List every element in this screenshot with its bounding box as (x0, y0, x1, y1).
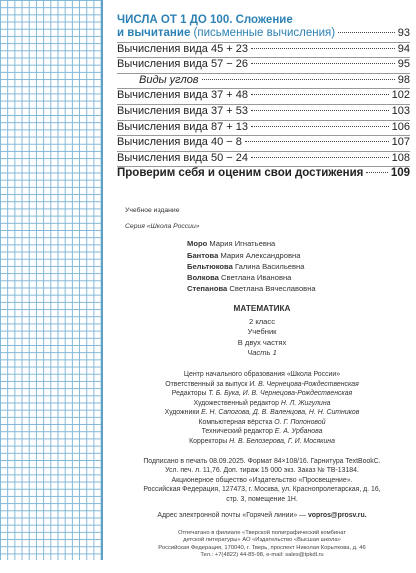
credit-line: Ответственный за выпуск И. В. Чернецова-Рождественская (165, 380, 359, 388)
toc-row-title: Проверим себя и оценим свои достижения (117, 167, 364, 180)
toc-row (117, 167, 410, 181)
book-grade: 2 класс (249, 316, 275, 326)
toc-row-title: Виды углов (139, 73, 199, 86)
toc-page-number: 107 (391, 136, 410, 149)
publishing-center: Центр начального образования «Школа России» (183, 370, 341, 378)
printer-line: Отпечатано в филиале «Тверской полиграфический комбинат (177, 529, 347, 536)
leader-dots (245, 141, 389, 142)
leader-dots (202, 79, 395, 80)
leader-dots (251, 157, 389, 158)
leader-dots (251, 94, 389, 95)
leader-dots (251, 63, 395, 64)
credit-line: Корректоры Н. В. Белозерова, Г. И. Мосякина (189, 438, 335, 446)
printer-line: детской литературы» АО «Издательство «Высшая школа» (183, 537, 341, 544)
book-title-block (117, 304, 407, 359)
pub-line: Акционерное общество «Издательство «Просвещение». (171, 476, 353, 484)
toc-row (117, 58, 410, 72)
pub-line: стр. 3, помещение 1Н. (226, 496, 298, 504)
toc-heading-line1: ЧИСЛА ОТ 1 ДО 100. Сложение (117, 14, 293, 26)
toc-row (117, 152, 410, 166)
leader-dots (366, 172, 387, 173)
credit-line: Компьютерная вёрстка О. Г. Попоновой (198, 418, 326, 426)
table-of-contents (117, 14, 410, 181)
author-line: Волкова Светлана Ивановна (187, 273, 292, 283)
leader-dots (251, 126, 389, 127)
toc-row-title: Вычисления вида 40 − 8 (117, 136, 242, 149)
book-subject: МАТЕМАТИКА (233, 304, 291, 314)
author-line: Бантова Мария Александровна (187, 250, 301, 260)
toc-row-title: Вычисления вида 87 + 13 (117, 120, 248, 133)
toc-row-title: Вычисления вида 50 − 24 (117, 151, 248, 164)
author-line: Степанова Светлана Вячеславовна (187, 284, 316, 294)
credits-list (117, 370, 407, 447)
author-line: Бельтюкова Галина Васильевна (187, 261, 305, 271)
pub-line: Подписано в печать 08.09.2025. Формат 84×108/16. Гарнитура TextBookC. (143, 457, 381, 465)
toc-page-number: 109 (390, 167, 410, 180)
book-type: Учебник (247, 327, 277, 337)
toc-row-title: Вычисления вида 57 − 26 (117, 58, 248, 71)
leader-dots (338, 32, 395, 33)
author-list (187, 238, 407, 294)
toc-page-number: 106 (391, 120, 410, 133)
toc-row (117, 74, 410, 88)
toc-row (117, 43, 410, 57)
toc-row (117, 89, 410, 103)
toc-row-title: Вычисления вида 37 + 53 (117, 104, 248, 117)
series-name: Серия «Школа России» (125, 223, 200, 231)
toc-page-number: 102 (391, 89, 410, 102)
credit-line: Технический редактор Е. А. Урбанова (201, 428, 323, 436)
toc-heading-paren: (письменные вычисления) (193, 27, 336, 39)
toc-section-heading (117, 14, 410, 27)
pub-line: Российская Федерация, 127473, г. Москва, ул. Краснопролетарская, д. 16, (143, 486, 381, 494)
book-parts: В двух частях (237, 337, 287, 347)
toc-row (117, 136, 410, 150)
author-line: Моро Мария Игнатьевна (187, 239, 276, 249)
edition-type: Учебное издание (125, 207, 180, 214)
printer-line: Российская Федерация, 170040, г. Тверь, проспект Николая Корыткова, д. 46 (158, 544, 366, 551)
credit-line: Художественный редактор Н. Л. Жигулина (193, 399, 331, 407)
toc-row (117, 121, 410, 135)
toc-heading-main: и вычитание (117, 27, 191, 39)
toc-row-title: Вычисления вида 45 + 23 (117, 42, 248, 55)
toc-row (117, 105, 410, 119)
leader-dots (251, 48, 395, 49)
book-part: Часть 1 (247, 348, 277, 358)
pub-line: Усл. печ. л. 11,76. Доп. тираж 15 000 экз. Заказ № ТВ-13184. (165, 467, 359, 475)
toc-page-number: 95 (397, 58, 410, 71)
credit-line: Художники Е. Н. Сапогова, Д. В. Валенцова, Н. Н. Ситников (164, 409, 360, 417)
toc-page-number: 103 (391, 104, 410, 117)
graph-paper-margin (0, 0, 103, 560)
toc-heading-row (117, 27, 410, 41)
imprint-block (117, 206, 407, 559)
toc-row-title: Вычисления вида 37 + 48 (117, 89, 248, 102)
printer-info (117, 530, 407, 560)
toc-page-number: 98 (397, 73, 410, 86)
toc-page-number: 108 (391, 151, 410, 164)
toc-page-number: 93 (397, 27, 410, 39)
toc-page-number: 94 (397, 42, 410, 55)
credit-line: Редакторы Т. Б. Бука, И. В. Чернецова-Рождественская (171, 390, 353, 398)
publication-info (117, 457, 407, 505)
email-address: vopros@prosv.ru. (307, 511, 367, 519)
printer-line: Тел.: +7(4822) 44-85-98, e-mail: sales@tpkdl.ru (200, 552, 324, 559)
leader-dots (251, 110, 389, 111)
hotline-email: Адрес электронной почты «Горячей линии» — vopros@prosv.ru. (157, 511, 367, 519)
